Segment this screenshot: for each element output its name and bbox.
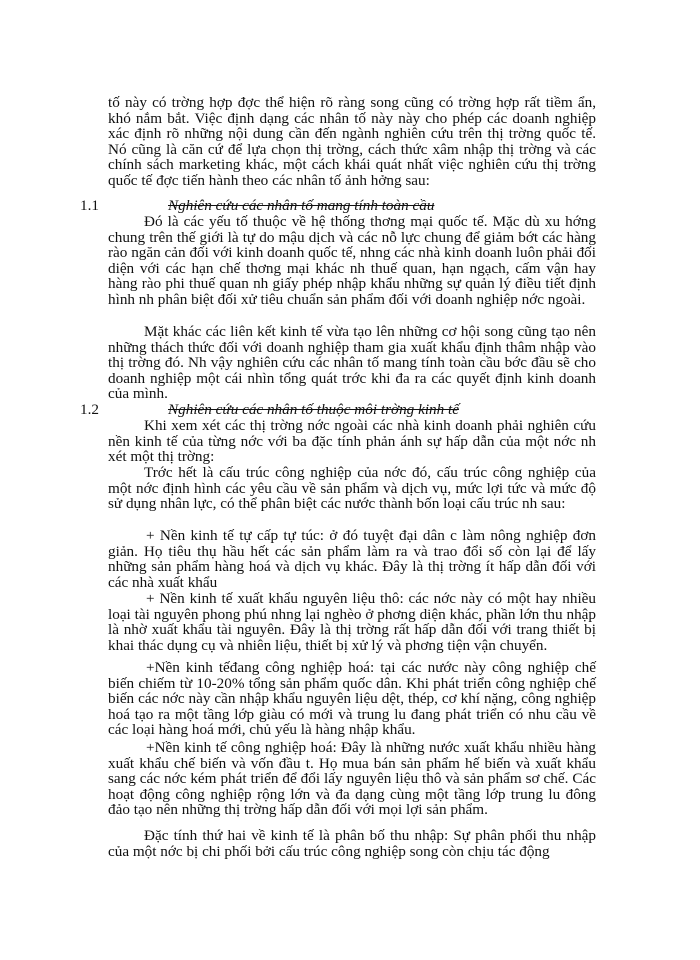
section-1-1-number: 1.1 <box>80 197 99 214</box>
section-1-1-title: Nghiên cứu các nhân tố mang tính toàn cầu <box>168 197 435 214</box>
income-distribution-paragraph: Đặc tính thứ hai về kinh tế là phân bố thu nhập: Sự phân phối thu nhập của một nớc bị chi phối bởi cấu trúc công nghiệp song còn chịu tác động <box>108 827 596 860</box>
economy-type-industrializing: +Nền kinh tếđang công nghiệp hoá: tại các nước này công nghiệp chế biến chiếm từ 10-20% tổng sản phẩm quốc dân. Khi phát triển công nghiệp chế biến các nớc này cần nhập khẩu nguyên liệu dệt, thép, cơ khí nặng, công nghiệp hoá tạo ra một tầng lớp giàu có mới và trung lu đang phát triển có nhu cầu về các loại hàng hoá mới, chủ yếu là hàng nhập khẩu. <box>108 659 596 739</box>
section-1-1-paragraph-2: Mặt khác các liên kết kinh tế vừa tạo lên những cơ hội song cũng tạo nên những thách thức đối với doanh nghiệp tham gia xuất khẩu định thâm nhập vào thị trờng đó. Nh vậy nghiên cứu các nhân tố mang tính toàn cầu bớc đầu sẽ cho doanh nghiệp một cái nhìn tổng quát trớc khi đa ra các quyết định kinh doanh của mình. <box>108 323 596 403</box>
section-1-2-paragraph-2: Trớc hết là cấu trúc công nghiệp của nớc đó, cấu trúc công nghiệp của một nớc định hình các yêu cầu về sản phẩm và dịch vụ, mức lợi tức và mức độ sử dụng nhân lực, có thể phân biệt các nước thành bốn loại cấu trúc nh sau: <box>108 464 596 513</box>
section-1-2-paragraph-1: Khi xem xét các thị trờng nớc ngoài các nhà kinh doanh phải nghiên cứu nền kinh tế của từng nớc với ba đặc tính phản ánh sự hấp dẫn của một nớc nh xét một thị trờng: <box>108 417 596 466</box>
intro-paragraph: tố này có trờng hợp đợc thể hiện rõ ràng song cũng có trờng hợp rất tiềm ẩn, khó nắm bắt. Việc định dạng các nhân tố này này cho phép các doanh nghiệp xác định rõ những nội dung cần đến ngành nghiên cứu trên thị trờng quốc tế. Nó cũng là căn cứ để lựa chọn thị trờng, cách thức xâm nhập thị trờng và các chính sách marketing khác, một cách khái quát nhất việc nghiên cứu thị trờng quốc tế đợc tiến hành theo các nhân tố ảnh hởng sau: <box>108 94 596 189</box>
section-1-2-title: Nghiên cứu các nhân tố thuộc môi trờng kinh tế <box>168 401 459 418</box>
economy-type-raw-material-export: + Nền kinh tế xuất khẩu nguyên liệu thô: các nớc này có một hay nhiều loại tài nguyên phong phú nhng lại nghèo ở phơng diện khác, phần lớn thu nhập là nhờ xuất khẩu tài nguyên. Đây là thị trờng rất hấp dẫn đối với trang thiết bị khai thác dụng cụ và nhiên liệu, thiết bị xử lý và phơng tiện vận chuyển. <box>108 590 596 654</box>
economy-type-industrialized: +Nền kinh tế công nghiệp hoá: Đây là những nước xuất khẩu nhiều hàng xuất khẩu chế biến và vốn đầu t. Họ mua bán sản phẩm hế biến và xuất khẩu sang các nớc kém phát triển để đổi lấy nguyên liệu thô và sản phẩm sơ chế. Các hoạt động công nghiệp rộng lớn và đa dạng cùng một tầng lớp trung lu đông đảo tạo nên những thị trờng hấp dẫn đối với mọi lợi sản phẩm. <box>108 739 596 819</box>
section-1-2-number: 1.2 <box>80 401 99 418</box>
economy-type-subsistence: + Nền kinh tế tự cấp tự túc: ở đó tuyệt đại dân c làm nông nghiệp đơn giản. Họ tiêu thụ hầu hết các sản phẩm làm ra và trao đổi số còn lại để lấy những sản phẩm hàng hoá và dịch vụ khác. Đây là thị trờng ít hấp dẫn đối với các nhà xuất khẩu <box>108 527 596 591</box>
section-1-1-paragraph-1: Đó là các yếu tố thuộc về hệ thống thơng mại quốc tế. Mặc dù xu hớng chung trên thế giới là tự do mậu dịch và các nỗ lực chung để giảm bớt các hàng rào ngăn cản đối với kinh doanh quốc tế, nhng các nhà kinh doanh luôn phải đối diện với các hạn chế thơng mại khác nh thuế quan, hạn ngạch, cấm vận hay hàng rào phi thuế quan nh giấy phép nhập khẩu những sự quản lý điều tiết định hình nh phân biệt đối xử tiêu chuẩn sản phẩm đối với doanh nghiệp nớc ngoài. <box>108 213 596 308</box>
